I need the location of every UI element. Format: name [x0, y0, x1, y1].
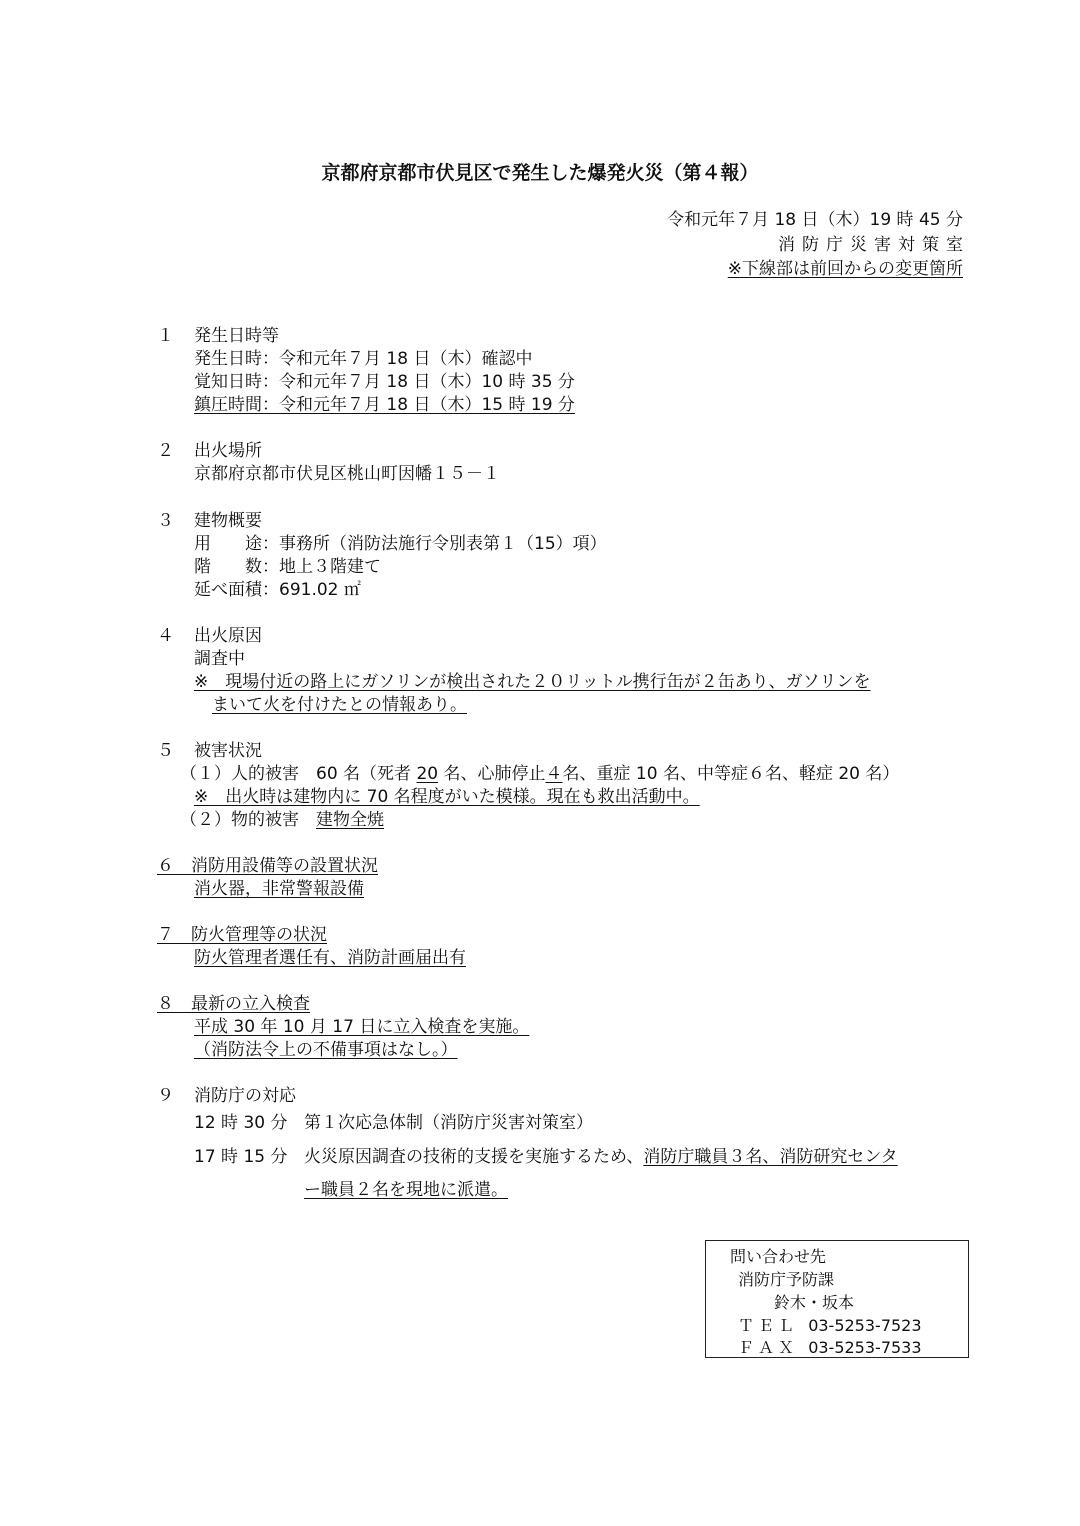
contact-fax: ＦＡＸ 03-5253-7533 [738, 1338, 922, 1357]
property-damage: （２）物的被害 建物全焼 [180, 810, 384, 830]
fire-location: 京都府京都市伏見区桃山町因幡１５－１ [194, 464, 500, 484]
cause-note-line-2: まいて火を付けたとの情報あり。 [212, 695, 467, 715]
contact-department: 消防庁予防課 [738, 1270, 835, 1289]
change-note: ※下線部は前回からの変更箇所 [727, 259, 963, 279]
contact-names: 鈴木・坂本 [774, 1293, 855, 1312]
section-3-heading: 建物概要 [194, 511, 262, 531]
section-9-number: ９ [157, 1086, 174, 1106]
cause-status: 調査中 [194, 649, 245, 669]
contact-tel: ＴＥＬ 03-5253-7523 [738, 1316, 922, 1335]
cause-note-line-1: ※ 現場付近の路上にガソリンが検出された２０リットル携行缶が２缶あり、ガソリンを [194, 672, 871, 692]
human-damage: （１）人的被害 60 名（死者 20 名、心肺停止４名、重症 10 名、中等症６名、軽症 20 名） [180, 764, 900, 784]
response-1-text: 第１次応急体制（消防庁災害対策室） [304, 1113, 593, 1133]
section-3-number: ３ [157, 511, 174, 531]
human-damage-note: ※ 出火時は建物内に 70 名程度がいた模様。現在も救出活動中。 [194, 787, 700, 807]
detection-time: 覚知日時：令和元年７月 18 日（木）10 時 35 分 [194, 372, 575, 392]
building-floors: 階 数：地上３階建て [194, 557, 381, 577]
issuing-office: 消防庁災害対策室 [778, 235, 970, 255]
occurrence-time: 発生日時：令和元年７月 18 日（木）確認中 [194, 349, 533, 369]
building-use: 用 途：事務所（消防法施行令別表第１（15）項） [194, 534, 607, 554]
response-2-text: 火災原因調査の技術的支援を実施するため、消防庁職員３名、消防研究センタ [304, 1147, 898, 1167]
section-7-heading: ７ 防火管理等の状況 [157, 925, 327, 945]
document-title: 京都府京都市伏見区で発生した爆発火災（第４報） [321, 162, 759, 184]
section-4-number: ４ [157, 626, 174, 646]
report-datetime: 令和元年７月 18 日（木）19 時 45 分 [667, 210, 963, 230]
floor-area: 延べ面積：691.02 ㎡ [194, 580, 361, 600]
section-5-heading: 被害状況 [194, 741, 262, 761]
section-6-heading: ６ 消防用設備等の設置状況 [157, 856, 378, 876]
fire-management: 防火管理者選任有、消防計画届出有 [194, 948, 466, 968]
contact-label: 問い合わせ先 [730, 1247, 827, 1266]
section-8-heading: ８ 最新の立入検査 [157, 994, 310, 1014]
section-4-heading: 出火原因 [194, 626, 262, 646]
section-9-heading: 消防庁の対応 [194, 1086, 296, 1106]
section-1-number: １ [157, 326, 174, 346]
section-2-number: ２ [157, 441, 174, 461]
contact-box [705, 1240, 969, 1358]
section-1-heading: 発生日時等 [194, 326, 279, 346]
response-1-time: 12 時 30 分 [194, 1113, 288, 1133]
section-2-heading: 出火場所 [194, 441, 262, 461]
fire-equipment: 消火器，非常警報設備 [194, 879, 364, 899]
section-5-number: ５ [157, 741, 174, 761]
inspection-date: 平成 30 年 10 月 17 日に立入検査を実施。 [194, 1017, 530, 1037]
inspection-result: （消防法令上の不備事項はなし。） [194, 1040, 458, 1060]
response-2-text-cont: ー職員２名を現地に派遣。 [304, 1180, 508, 1200]
suppression-time: 鎮圧時間：令和元年７月 18 日（木）15 時 19 分 [194, 395, 575, 415]
response-2-time: 17 時 15 分 [194, 1147, 288, 1167]
